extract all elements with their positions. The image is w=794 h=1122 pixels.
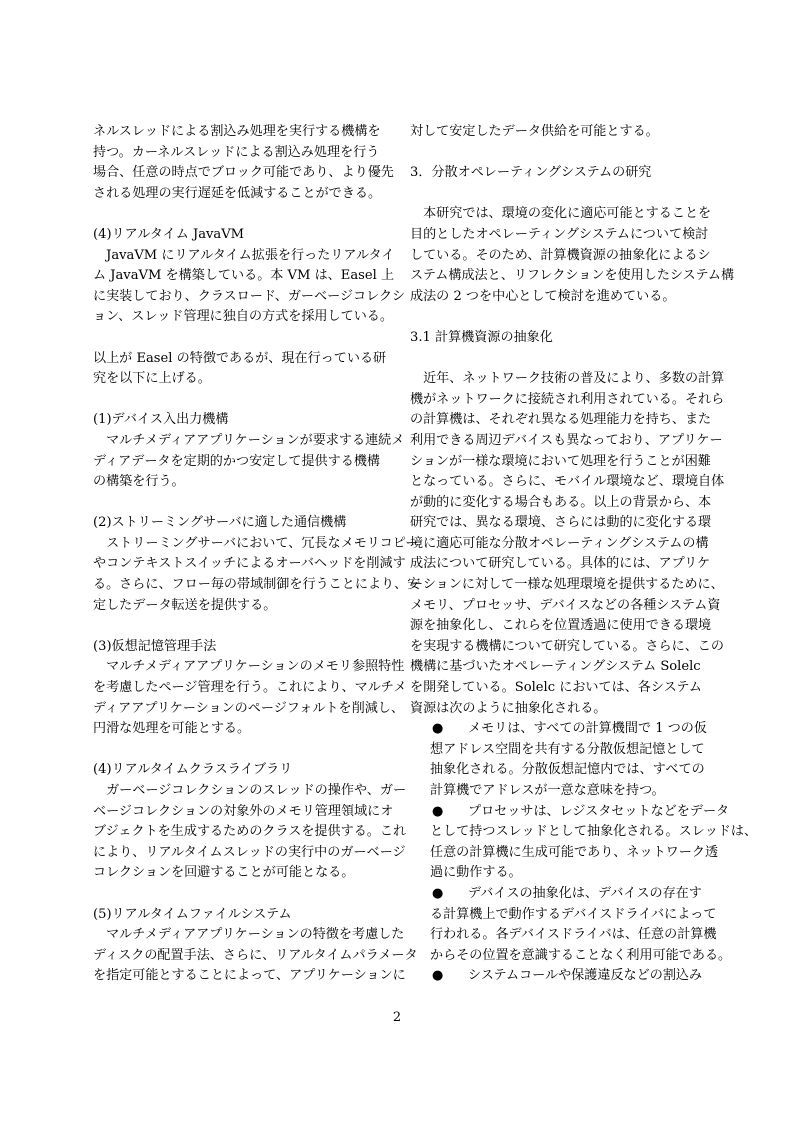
- bullet-item-device: [410, 884, 732, 966]
- text-line: される処理の実行遅延を低減することができる。: [93, 185, 382, 201]
- paragraph-file-system: [93, 925, 418, 987]
- text-line: として持つスレッドとして抽象化される。スレッドは、: [430, 824, 758, 840]
- left-column: [93, 122, 421, 987]
- text-line: 利用できる周辺デバイスも異なっており、アプリケー: [410, 432, 723, 448]
- text-line: 場合、任意の時点でブロック可能であり、より優先: [93, 165, 394, 181]
- text-line: 対して安定したデータ供給を可能とする。: [410, 124, 659, 139]
- text-line: ● デバイスの抽象化は、デバイスの存在す: [410, 884, 725, 905]
- text-line: 境に適応可能な分散オペレーティングシステムの構: [410, 535, 709, 551]
- paragraph-section-3: [410, 204, 735, 307]
- text-line: 目的としたオペレーティングシステムについて検討: [410, 226, 709, 242]
- text-line: メモリ、プロセッサ、デバイスなどの各種システム資: [410, 597, 721, 613]
- text-line: 計算機でアドレスが一意な意味を持つ。: [430, 783, 665, 798]
- text-line: ム JavaVM を構築している。本 VM は、Easel 上: [93, 268, 395, 284]
- text-line: からその位置を意識することなく利用可能である。: [430, 947, 732, 963]
- heading-section-3-1: 3.1 計算機資源の抽象化: [410, 329, 553, 345]
- text-line: が動的に変化する場合もある。以上の背景から、本: [410, 494, 712, 510]
- text-line: ● メモリは、すべての計算機間で 1 つの仮: [410, 719, 725, 740]
- heading-streaming: (2)ストリーミングサーバに適した通信機構: [93, 515, 347, 531]
- text-line: ションが一様な環境において処理を行うことが困難: [410, 453, 711, 469]
- text-line: 想アドレス空間を共有する分散仮想記憶として: [430, 741, 705, 757]
- text-line: 機構に基づいたオペレーティングシステム Solelc: [410, 659, 701, 675]
- bullet-list: [410, 719, 758, 987]
- paragraph-device-io: [93, 431, 405, 493]
- text-line: 近年、ネットワーク技術の普及により、多数の計算: [423, 371, 725, 387]
- bullet-item-memory: [410, 719, 725, 801]
- text-line: を開発している。Solelc においては、各システム: [410, 680, 702, 696]
- bullet-icon: ●: [432, 968, 444, 984]
- text-line: マルチメディアアプリケーションが要求する連続メ: [106, 432, 405, 448]
- page-number: 2: [392, 1010, 402, 1025]
- text-line: により、リアルタイムスレッドの実行中のガーベージ: [93, 844, 406, 860]
- text-line: を実現する機構について研究している。さらに、この: [410, 638, 724, 654]
- text-line: 成法の 2 つを中心として検討を進めている。: [410, 288, 676, 304]
- text-line: している。そのため、計算機資源の抽象化によるシ: [410, 247, 711, 263]
- text-line: ネルスレッドによる割込み処理を実行する機構を: [93, 124, 381, 139]
- text-line: 行われる。各デバイスドライバは、任意の計算機: [430, 927, 717, 943]
- text-line: マルチメディアアプリケーションのメモリ参照特性: [106, 659, 405, 675]
- paragraph-section-3-1: [410, 369, 725, 719]
- text-line: 機がネットワークに接続され利用されている。それら: [410, 391, 725, 407]
- text-line: に実装しており、クラスロード、ガーベージコレクシ: [93, 288, 406, 304]
- right-column: [410, 122, 758, 987]
- text-line: 持つ。カーネルスレッドによる割込み処理を行う: [93, 144, 380, 160]
- heading-virtual-memory: (3)仮想記憶管理手法: [93, 638, 217, 654]
- heading-class-library: (4)リアルタイムクラスライブラリ: [93, 762, 293, 778]
- text-line: ガーベージコレクションのスレッドの操作や、ガー: [106, 783, 407, 798]
- bullet-item-interrupt: [410, 966, 725, 987]
- paragraph-javavm: [93, 246, 406, 328]
- text-line: ディアデータを定期的かつ安定して提供する機構: [93, 453, 381, 469]
- text-line: 研究では、異なる環境、さらには動的に変化する環: [410, 515, 712, 531]
- text-line: ステム構成法と、リフレクションを使用したシステム構: [410, 268, 735, 284]
- text-line: 源を抽象化し、これらを位置透過に使用できる環境: [410, 618, 712, 634]
- paragraph-summary: [93, 349, 398, 390]
- heading-section-3: 3．分散オペレーティングシステムの研究: [410, 165, 652, 181]
- text-line: を考慮したページ管理を行う。これにより、マルチメ: [93, 680, 407, 696]
- bullet-item-processor: [410, 802, 758, 884]
- text-line: の計算機は、それぞれ異なる処理能力を持ち、また: [410, 412, 712, 428]
- text-line: JavaVM にリアルタイム拡張を行ったリアルタイ: [106, 247, 395, 263]
- text-line: 抽象化される。分散仮想記憶内では、すべての: [430, 762, 705, 778]
- bullet-icon: ●: [432, 803, 444, 819]
- text-line: 究を以下に上げる。: [93, 371, 211, 387]
- text-line: やコンテキストスイッチによるオーバヘッドを削減す: [93, 556, 406, 572]
- text-line: 任意の計算機に生成可能であり、ネットワーク透: [430, 844, 719, 860]
- text-line: 本研究では、環境の変化に適応可能とすることを: [423, 206, 712, 222]
- text-line: ディスクの配置手法、さらに、リアルタイムパラメータ: [93, 947, 418, 963]
- text-line: ベージコレクションの対象外のメモリ管理領域にオ: [93, 803, 394, 819]
- heading-file-system: (5)リアルタイムファイルシステム: [93, 906, 292, 922]
- text-line: 資源は次のように抽象化される。: [410, 700, 607, 716]
- text-line: となっている。さらに、モバイル環境など、環境自体: [410, 474, 725, 490]
- text-line: 定したデータ転送を提供する。: [93, 597, 277, 613]
- text-line: ーションに対して一様な処理環境を提供するために、: [410, 577, 724, 593]
- text-line: ● プロセッサは、レジスタセットなどをデータ: [410, 802, 725, 823]
- text-line: 円滑な処理を可能とする。: [93, 721, 251, 737]
- text-line: ョン、スレッド管理に独自の方式を採用している。: [93, 309, 393, 325]
- paragraph-kernel-thread: [93, 122, 398, 204]
- text-line: を指定可能とすることによって、アプリケーションに: [93, 968, 406, 984]
- bullet-icon: ●: [432, 885, 444, 901]
- text-line: マルチメディアアプリケーションの特徴を考慮した: [106, 927, 405, 943]
- text-line: の構築を行う。: [93, 474, 185, 490]
- text-line: ● システムコールや保護違反などの割込み: [410, 966, 725, 987]
- text-line: 成法について研究している。具体的には、アプリケ: [410, 556, 711, 572]
- paragraph-virtual-memory: [93, 657, 407, 739]
- heading-realtime-javavm: (4)リアルタイム JavaVM: [93, 226, 245, 242]
- text-line: 以上が Easel の特徴であるが、現在行っている研: [93, 350, 387, 366]
- paragraph-streaming: [93, 534, 421, 616]
- paragraph-class-library: [93, 781, 407, 884]
- text-line: 過に動作する。: [430, 865, 522, 881]
- text-line: る。さらに、フロー毎の帯域制御を行うことにより、安: [93, 577, 421, 593]
- text-line: る計算機上で動作するデバイスドライバによって: [430, 906, 717, 922]
- text-line: ストリーミングサーバにおいて、冗長なメモリコピー: [106, 535, 419, 551]
- text-line: ディアアプリケーションのページフォルトを削減し、: [93, 700, 404, 716]
- text-line: コレクションを回避することが可能となる。: [93, 865, 355, 881]
- bullet-icon: ●: [432, 721, 444, 737]
- heading-device-io: (1)デバイス入出力機構: [93, 412, 229, 428]
- text-line: ブジェクトを生成するためのクラスを提供する。これ: [93, 824, 407, 840]
